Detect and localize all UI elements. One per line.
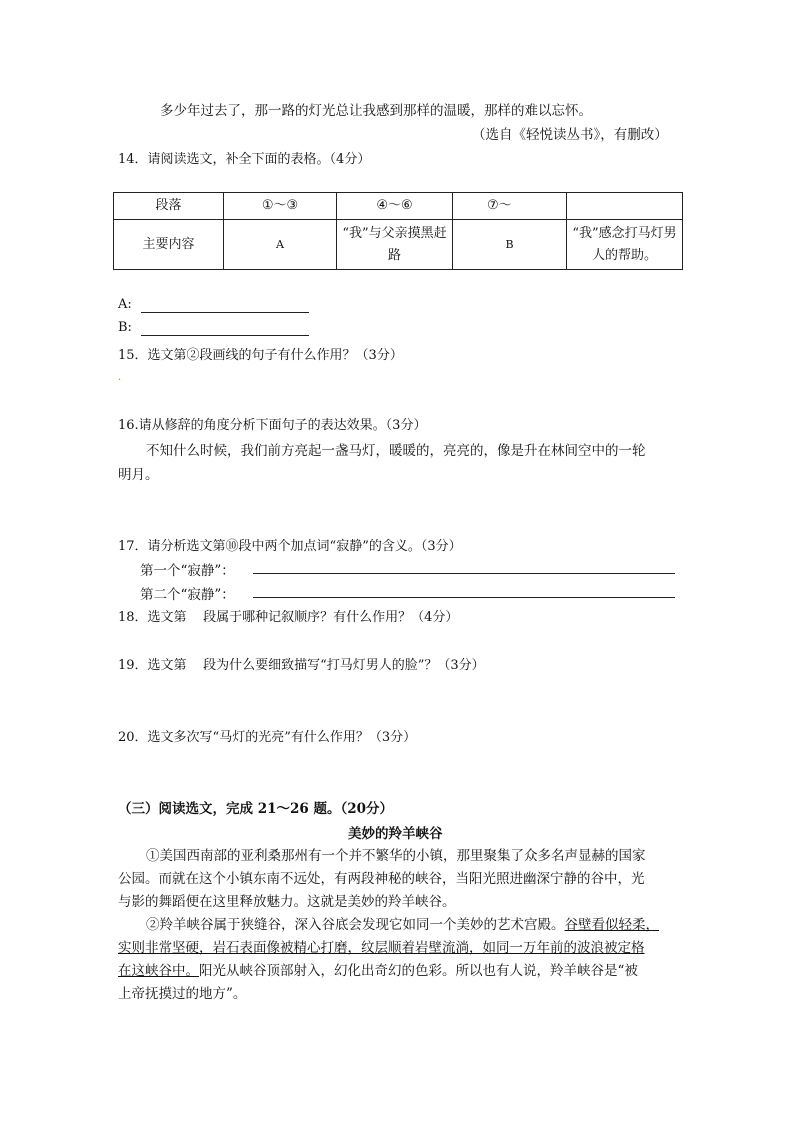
article-title: 美妙的羚羊峡谷 xyxy=(348,826,443,842)
question-17: 17．请分析选文第⑩段中两个加点词“寂静”的含义。（3分） xyxy=(118,539,462,554)
paragraph-2-text: 阳光从峡谷顶部射入，幻化出奇幻的色彩。所以也有人说，羚羊峡谷是“被 xyxy=(199,963,638,979)
paragraph-2-line xyxy=(118,914,678,937)
second-jijing-blank[interactable] xyxy=(253,597,675,598)
paragraph-2-line xyxy=(118,960,678,983)
answer-a-label: A: xyxy=(118,297,132,312)
second-jijing-label: 第二个“寂静”： xyxy=(140,587,235,603)
underlined-sentence: 在这峡谷中。 xyxy=(118,963,199,979)
answer-a-blank[interactable] xyxy=(141,312,309,313)
paragraph-1 xyxy=(118,845,678,914)
question-18: 18．选文第 段属于哪种记叙顺序？有什么作用？（4分） xyxy=(118,610,459,625)
first-jijing-blank[interactable] xyxy=(253,573,675,574)
table-cell xyxy=(567,193,683,220)
table-cell: “我”感念打马灯男人的帮助。 xyxy=(567,220,683,270)
question-16: 16.请从修辞的角度分析下面句子的表达效果。（3分） xyxy=(118,418,427,433)
table-cell: “我”与父亲摸黑赶路 xyxy=(337,220,453,270)
stray-mark: . xyxy=(118,372,122,383)
paragraph-1-line: 公园。而就在这个小镇东南不远处，有两段神秘的峡谷，当阳光照进幽深宁静的谷中，光 xyxy=(118,871,645,887)
question-15: 15．选文第②段画线的句子有什么作用？（3分） xyxy=(118,348,403,363)
table-header-row xyxy=(114,193,683,220)
paragraph-1-line: ①美国西南部的亚利桑那州有一个并不繁华的小镇，那里聚集了众多名声显赫的国家 xyxy=(146,848,646,864)
answer-b-blank[interactable] xyxy=(141,335,309,336)
paragraph-2-line xyxy=(118,937,678,960)
table-cell: 段落 xyxy=(114,193,224,220)
answer-b-label: B: xyxy=(118,320,132,335)
question-14: 14．请阅读选文，补全下面的表格。（4分） xyxy=(118,152,371,167)
table-cell: ④～⑥ xyxy=(337,193,453,220)
summary-table xyxy=(113,192,683,270)
source-note: （选自《轻悦读丛书》，有删改） xyxy=(472,127,668,143)
table-cell-a: A xyxy=(224,220,337,270)
paragraph-2 xyxy=(118,914,678,1006)
question-16-quote-line1: 不知什么时候，我们前方亮起一盏马灯，暖暖的，亮亮的，像是升在林间空中的一轮 xyxy=(146,443,646,459)
underlined-sentence: 谷壁看似轻柔， xyxy=(564,917,659,933)
question-19: 19．选文第 段为什么要细致描写“打马灯男人的脸”？（3分） xyxy=(118,658,485,673)
table-row xyxy=(114,220,683,270)
closing-sentence: 多少年过去了，那一路的灯光总让我感到那样的温暖，那样的难以忘怀。 xyxy=(160,103,592,119)
paragraph-2-text: ②羚羊峡谷属于狭缝谷，深入谷底会发现它如同一个美妙的艺术宫殿。 xyxy=(146,917,565,933)
table-cell-b: B xyxy=(453,220,567,270)
first-jijing-label: 第一个“寂静”： xyxy=(140,563,235,579)
question-16-quote-line2: 明月。 xyxy=(118,467,159,483)
table-cell: ⑦～ xyxy=(453,193,567,220)
table-cell: 主要内容 xyxy=(114,220,224,270)
paragraph-1-line: 与影的舞蹈便在这里释放魅力。这就是美妙的羚羊峡谷。 xyxy=(118,894,456,910)
paragraph-2-line: 上帝抚摸过的地方”。 xyxy=(118,986,247,1002)
underlined-sentence: 实则非常坚硬，岩石表面像被精心打磨，纹层顺着岩壁流淌，如同一万年前的波浪被定格 xyxy=(118,940,645,956)
question-20: 20．选文多次写“马灯的光亮”有什么作用？（3分） xyxy=(118,730,417,745)
table-cell: ①～③ xyxy=(224,193,337,220)
section-3-heading: （三）阅读选文，完成 21～26 题。（20分） xyxy=(118,801,394,817)
